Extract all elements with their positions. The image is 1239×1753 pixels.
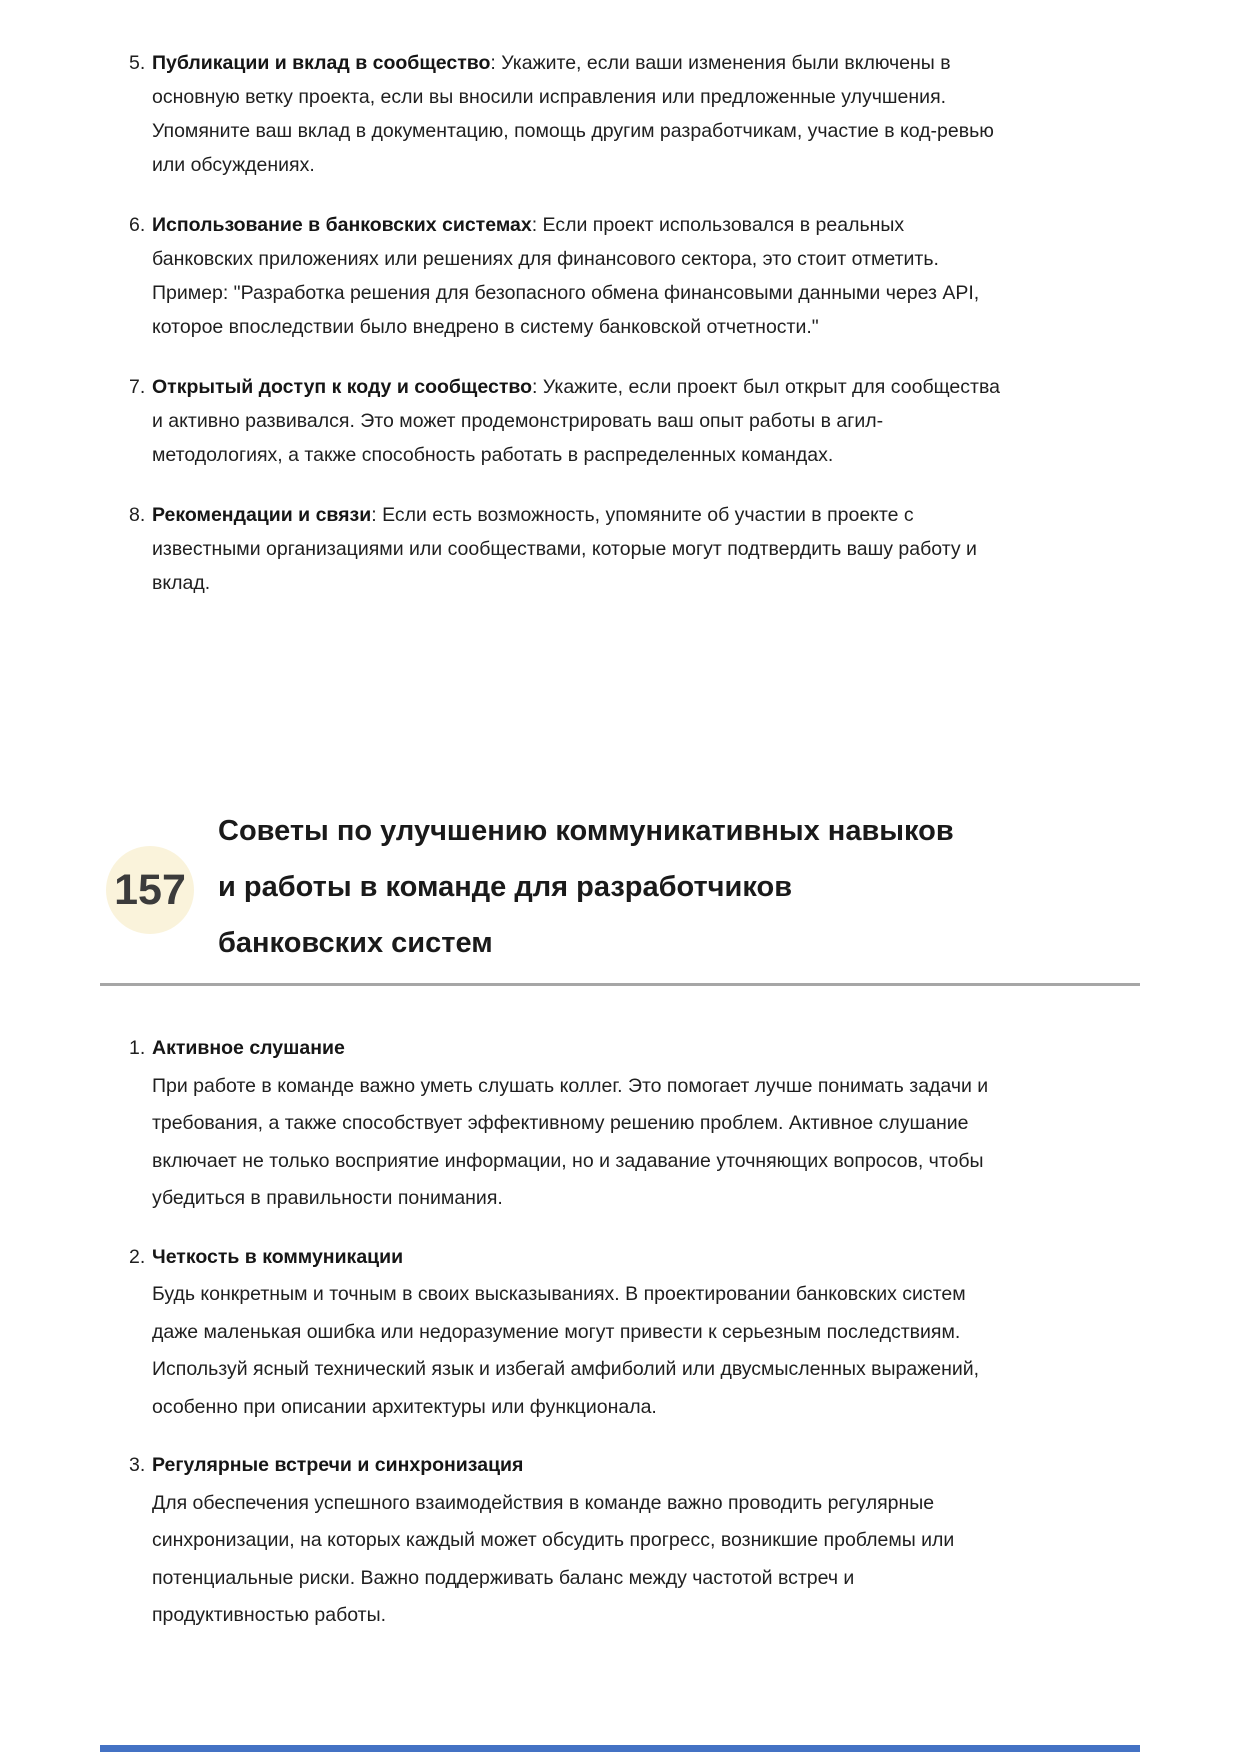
list-item — [129, 370, 1007, 472]
list-item — [129, 1030, 1007, 1218]
list-item — [129, 498, 1007, 600]
item-heading — [129, 1030, 1007, 1068]
item-body: Будь конкретным и точным в своих высказываниях. В проектировании банковских систем даже маленькая ошибка или недоразумение могут привести к серьезным последствиям. Используй ясный технический язык и избегай амфиболий или двусмысленных выражений, особенно при описании архитектуры или функционала. — [152, 1283, 980, 1418]
item-body: Укажите, если проект был открыт для сообщества и активно развивался. Это может продемонстрировать ваш опыт работы в агил-методологиях, а также способность работать в распределенных командах. — [152, 376, 1000, 466]
item-body: Если проект использовался в реальных банковских приложениях или решениях для финансового сектора, это стоит отметить. Пример: "Разработка решения для безопасного обмена финансовыми данными через API, которое впоследствии было внедрено в систему банковской отчетности." — [152, 214, 980, 338]
section-title-line: банковских систем — [218, 927, 493, 959]
bottom-numbered-list — [129, 1030, 1007, 1656]
item-title: Открытый доступ к коду и сообщество — [152, 376, 533, 398]
list-item — [129, 1447, 1007, 1635]
item-title: Регулярные встречи и синхронизация — [152, 1454, 524, 1476]
item-title: Публикации и вклад в сообщество — [152, 52, 491, 74]
item-separator: : — [371, 504, 383, 526]
item-title: Рекомендации и связи — [152, 504, 372, 526]
item-number: 3. — [129, 1454, 146, 1476]
top-numbered-list — [129, 46, 1007, 626]
item-number: 1. — [129, 1037, 146, 1059]
item-number: 6. — [129, 214, 146, 236]
item-text — [152, 370, 1007, 472]
item-body: Если есть возможность, упомяните об участии в проекте с известными организациями или сообществами, которые могут подтвердить вашу работу и вклад. — [152, 504, 977, 594]
item-separator: : — [532, 376, 543, 398]
page-bottom-bar — [100, 1745, 1140, 1752]
section-title-line: и работы в команде для разработчиков — [218, 871, 793, 903]
section-divider — [100, 983, 1140, 986]
item-title: Четкость в коммуникации — [152, 1245, 404, 1268]
item-body: Укажите, если ваши изменения были включены в основную ветку проекта, если вы вносили исправления или предложенные улучшения. Упомяните ваш вклад в документацию, помощь другим разработчикам, участие в код-ревью или обсуждениях. — [152, 52, 994, 176]
item-text — [152, 208, 1007, 344]
item-separator: : — [490, 52, 502, 74]
list-item — [129, 1239, 1007, 1427]
item-title: Активное слушание — [152, 1037, 345, 1059]
item-separator: : — [531, 214, 543, 236]
item-title: Использование в банковских системах — [152, 214, 532, 236]
item-body: Для обеспечения успешного взаимодействия в команде важно проводить регулярные синхронизации, на которых каждый может обсудить прогресс, возникшие проблемы или потенциальные риски. Важно поддерживать баланс между частотой встреч и продуктивностью работы. — [152, 1491, 955, 1626]
item-body: При работе в команде важно уметь слушать коллег. Это помогает лучше понимать задачи и требования, а также способствует эффективному решению проблем. Активное слушание включает не только восприятие информации, но и задавание уточняющих вопросов, чтобы убедиться в правильности понимания. — [152, 1074, 989, 1209]
section-title — [218, 803, 1028, 971]
section-number-badge: 157 — [106, 846, 194, 934]
list-item — [129, 208, 1007, 344]
item-number: 8. — [129, 504, 146, 526]
item-heading — [129, 1239, 1007, 1277]
item-number: 2. — [129, 1245, 146, 1268]
item-number: 7. — [129, 376, 146, 398]
item-number: 5. — [129, 52, 146, 74]
list-item — [129, 46, 1007, 182]
section-title-line: Советы по улучшению коммуникативных навыков — [218, 815, 954, 847]
item-text — [152, 498, 1007, 600]
section-header — [100, 745, 1140, 971]
item-text — [152, 46, 1007, 182]
item-heading — [129, 1447, 1007, 1485]
